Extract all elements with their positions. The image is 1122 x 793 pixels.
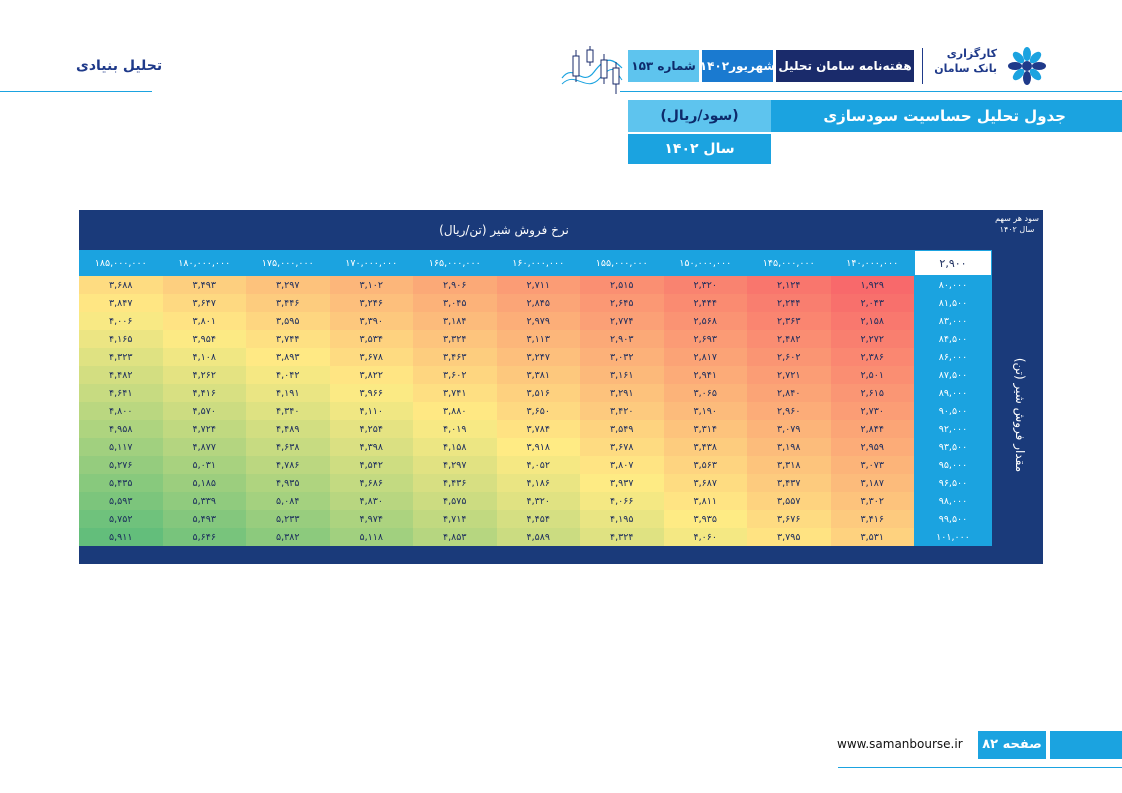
- table-cell: ۴,۲۹۷: [413, 456, 497, 474]
- table-cell: ۲,۹۶۰: [747, 402, 831, 420]
- column-header: ۱۸۵,۰۰۰,۰۰۰: [79, 250, 163, 276]
- row-header: ۸۷,۵۰۰: [914, 366, 992, 384]
- table-cell: ۳,۳۱۴: [664, 420, 748, 438]
- row-header: ۹۳,۵۰۰: [914, 438, 992, 456]
- table-cell: ۳,۶۴۷: [163, 294, 247, 312]
- table-cell: ۳,۱۰۲: [330, 276, 414, 294]
- table-cell: ۲,۶۴۵: [580, 294, 664, 312]
- table-cell: ۴,۴۸۲: [79, 366, 163, 384]
- row-header: ۹۶,۵۰۰: [914, 474, 992, 492]
- table-cell: ۳,۷۴۴: [246, 330, 330, 348]
- table-cell: ۴,۱۹۱: [246, 384, 330, 402]
- logo-divider: [922, 48, 923, 84]
- table-cell: ۳,۱۹۰: [664, 402, 748, 420]
- table-cell: ۲,۵۱۵: [580, 276, 664, 294]
- table-cell: ۴,۳۴۰: [246, 402, 330, 420]
- table-cell: ۲,۹۰۶: [413, 276, 497, 294]
- year-label: سال ۱۴۰۲: [628, 134, 771, 164]
- table-cell: ۳,۹۵۴: [163, 330, 247, 348]
- table-cell: ۲,۱۵۸: [831, 312, 915, 330]
- table-cell: ۳,۳۲۴: [413, 330, 497, 348]
- table-cell: ۴,۹۷۴: [330, 510, 414, 528]
- table-cell: ۲,۸۴۰: [747, 384, 831, 402]
- table-cell: ۲,۸۴۵: [497, 294, 581, 312]
- table-cell: ۴,۴۵۴: [497, 510, 581, 528]
- table-cell: ۳,۸۰۷: [580, 456, 664, 474]
- table-cell: ۴,۱۰۸: [163, 348, 247, 366]
- column-header: ۱۷۵,۰۰۰,۰۰۰: [246, 250, 330, 276]
- column-header: ۱۸۰,۰۰۰,۰۰۰: [163, 250, 247, 276]
- row-header: ۸۳,۰۰۰: [914, 312, 992, 330]
- section-title: تحلیل بنیادی: [76, 58, 163, 74]
- table-cell: ۵,۴۹۳: [163, 510, 247, 528]
- table-cell: ۲,۷۱۱: [497, 276, 581, 294]
- column-header: ۱۷۰,۰۰۰,۰۰۰: [330, 250, 414, 276]
- table-cell: ۲,۹۷۹: [497, 312, 581, 330]
- table-cell: ۴,۹۵۸: [79, 420, 163, 438]
- table-cell: ۴,۰۶۶: [580, 492, 664, 510]
- base-eps-cell: ۲,۹۰۰: [914, 250, 992, 276]
- table-cell: ۴,۰۴۲: [246, 366, 330, 384]
- table-cell: ۴,۲۵۴: [330, 420, 414, 438]
- table-cell: ۳,۶۵۰: [497, 402, 581, 420]
- table-cell: ۳,۹۱۸: [497, 438, 581, 456]
- table-cell: ۴,۳۹۸: [330, 438, 414, 456]
- eps-label-line2: سال ۱۴۰۲: [999, 225, 1035, 234]
- table-cell: ۴,۸۵۳: [413, 528, 497, 546]
- table-cell: ۳,۶۷۸: [580, 438, 664, 456]
- table-cell: ۴,۵۷۰: [163, 402, 247, 420]
- table-cell: ۳,۱۱۳: [497, 330, 581, 348]
- table-cell: ۴,۵۴۲: [330, 456, 414, 474]
- table-cell: ۳,۳۸۱: [497, 366, 581, 384]
- issue-badge: شماره ۱۵۳: [628, 50, 699, 82]
- table-cell: ۳,۸۹۳: [246, 348, 330, 366]
- row-header: ۹۹,۵۰۰: [914, 510, 992, 528]
- table-cell: ۵,۵۹۳: [79, 492, 163, 510]
- table-cell: ۳,۲۹۷: [246, 276, 330, 294]
- table-cell: ۳,۵۶۳: [664, 456, 748, 474]
- table-cell: ۴,۸۰۰: [79, 402, 163, 420]
- page-number: صفحه ۸۲: [978, 731, 1046, 759]
- table-cell: ۲,۰۴۳: [831, 294, 915, 312]
- table-cell: ۳,۶۷۸: [330, 348, 414, 366]
- table-cell: ۴,۷۸۶: [246, 456, 330, 474]
- table-cell: ۳,۹۶۶: [330, 384, 414, 402]
- table-cell: ۳,۸۴۷: [79, 294, 163, 312]
- table-cell: ۲,۳۲۰: [664, 276, 748, 294]
- table-cell: ۵,۹۱۱: [79, 528, 163, 546]
- table-cell: ۳,۰۷۳: [831, 456, 915, 474]
- table-cell: ۳,۷۹۵: [747, 528, 831, 546]
- table-cell: ۲,۴۴۴: [664, 294, 748, 312]
- column-header: ۱۵۵,۰۰۰,۰۰۰: [580, 250, 664, 276]
- table-cell: ۳,۴۱۶: [831, 510, 915, 528]
- table-cell: ۳,۱۶۱: [580, 366, 664, 384]
- table-cell: ۳,۵۹۵: [246, 312, 330, 330]
- table-cell: ۳,۵۵۷: [747, 492, 831, 510]
- table-cell: ۳,۷۴۱: [413, 384, 497, 402]
- table-cell: ۳,۹۳۵: [664, 510, 748, 528]
- row-header: ۸۱,۵۰۰: [914, 294, 992, 312]
- column-header: ۱۶۰,۰۰۰,۰۰۰: [497, 250, 581, 276]
- column-header: ۱۴۰,۰۰۰,۰۰۰: [831, 250, 915, 276]
- table-cell: ۵,۳۳۹: [163, 492, 247, 510]
- table-cell: ۴,۴۱۶: [163, 384, 247, 402]
- table-cell: ۱,۹۲۹: [831, 276, 915, 294]
- saman-logo-icon: [1000, 44, 1054, 88]
- table-cell: ۴,۸۷۷: [163, 438, 247, 456]
- table-cell: ۲,۹۵۹: [831, 438, 915, 456]
- table-cell: ۳,۷۸۴: [497, 420, 581, 438]
- table-cell: ۳,۱۸۷: [831, 474, 915, 492]
- row-axis-label: مقدار فروش شیر (تن): [1013, 357, 1027, 473]
- table-cell: ۳,۶۸۸: [79, 276, 163, 294]
- table-cell: ۲,۳۶۳: [747, 312, 831, 330]
- table-cell: ۴,۶۴۱: [79, 384, 163, 402]
- column-header: ۱۵۰,۰۰۰,۰۰۰: [664, 250, 748, 276]
- website-link[interactable]: www.samanbourse.ir: [837, 737, 963, 751]
- unit-label: (سود/ریال): [628, 100, 771, 132]
- month-badge: شهریور۱۴۰۲: [702, 50, 773, 82]
- table-cell: ۲,۶۰۲: [747, 348, 831, 366]
- table-cell: ۳,۴۴۶: [246, 294, 330, 312]
- row-header: ۹۵,۰۰۰: [914, 456, 992, 474]
- table-cell: ۲,۶۱۵: [831, 384, 915, 402]
- table-cell: ۴,۵۸۹: [497, 528, 581, 546]
- table-cell: ۲,۹۰۳: [580, 330, 664, 348]
- eps-label-line1: سود هر سهم: [995, 214, 1039, 223]
- table-cell: ۴,۰۱۹: [413, 420, 497, 438]
- table-cell: ۲,۹۴۱: [664, 366, 748, 384]
- table-cell: ۵,۳۸۲: [246, 528, 330, 546]
- table-cell: ۴,۴۳۶: [413, 474, 497, 492]
- table-cell: ۳,۲۴۶: [330, 294, 414, 312]
- newsletter-badge: هفته‌نامه سامان تحلیل: [776, 50, 914, 82]
- table-cell: ۳,۶۰۲: [413, 366, 497, 384]
- table-cell: ۲,۵۰۱: [831, 366, 915, 384]
- row-header: ۸۹,۰۰۰: [914, 384, 992, 402]
- table-cell: ۲,۲۷۲: [831, 330, 915, 348]
- table-cell: ۴,۱۹۵: [580, 510, 664, 528]
- table-cell: ۲,۸۱۷: [664, 348, 748, 366]
- table-cell: ۳,۲۴۷: [497, 348, 581, 366]
- table-cell: ۴,۱۵۸: [413, 438, 497, 456]
- table-cell: ۵,۰۳۱: [163, 456, 247, 474]
- table-cell: ۳,۰۳۲: [580, 348, 664, 366]
- table-cell: ۳,۱۸۴: [413, 312, 497, 330]
- table-cell: ۲,۴۸۲: [747, 330, 831, 348]
- table-cell: ۳,۱۹۸: [747, 438, 831, 456]
- table-cell: ۴,۱۸۶: [497, 474, 581, 492]
- table-cell: ۳,۵۱۶: [497, 384, 581, 402]
- table-cell: ۳,۶۷۶: [747, 510, 831, 528]
- table-cell: ۳,۸۲۲: [330, 366, 414, 384]
- table-cell: ۲,۱۲۴: [747, 276, 831, 294]
- table-cell: ۵,۰۸۴: [246, 492, 330, 510]
- row-header: ۹۲,۰۰۰: [914, 420, 992, 438]
- row-header: ۸۴,۵۰۰: [914, 330, 992, 348]
- row-header: ۹۰,۵۰۰: [914, 402, 992, 420]
- table-cell: ۵,۶۴۶: [163, 528, 247, 546]
- table-cell: ۴,۳۲۳: [79, 348, 163, 366]
- table-cell: ۳,۳۹۰: [330, 312, 414, 330]
- table-cell: ۲,۷۳۰: [831, 402, 915, 420]
- table-cell: ۴,۱۱۰: [330, 402, 414, 420]
- table-cell: ۳,۵۴۹: [580, 420, 664, 438]
- header-divider-right: [620, 91, 1122, 92]
- table-cell: ۲,۸۴۴: [831, 420, 915, 438]
- table-cell: ۳,۸۰۱: [163, 312, 247, 330]
- row-header: ۱۰۱,۰۰۰: [914, 528, 992, 546]
- table-cell: ۳,۴۳۸: [664, 438, 748, 456]
- column-header: ۱۴۵,۰۰۰,۰۰۰: [747, 250, 831, 276]
- table-cell: ۴,۸۳۰: [330, 492, 414, 510]
- table-cell: ۵,۴۳۵: [79, 474, 163, 492]
- table-cell: ۳,۰۴۵: [413, 294, 497, 312]
- table-cell: ۲,۳۸۶: [831, 348, 915, 366]
- table-cell: ۵,۱۸۵: [163, 474, 247, 492]
- table-cell: ۵,۷۵۲: [79, 510, 163, 528]
- table-cell: ۴,۰۶۰: [664, 528, 748, 546]
- table-cell: ۳,۲۹۱: [580, 384, 664, 402]
- table-cell: ۳,۳۰۲: [831, 492, 915, 510]
- table-cell: ۲,۶۹۳: [664, 330, 748, 348]
- table-cell: ۳,۳۱۸: [747, 456, 831, 474]
- row-axis-label-wrap: [1002, 270, 1038, 560]
- table-cell: ۳,۸۱۱: [664, 492, 748, 510]
- table-cell: ۴,۳۲۴: [580, 528, 664, 546]
- table-cell: ۲,۲۴۴: [747, 294, 831, 312]
- footer-divider: [838, 767, 1122, 768]
- table-cell: ۳,۴۶۳: [413, 348, 497, 366]
- header-divider-left: [0, 91, 152, 92]
- table-cell: ۴,۰۵۲: [497, 456, 581, 474]
- table-cell: ۳,۴۲۰: [580, 402, 664, 420]
- table-cell: ۴,۹۳۵: [246, 474, 330, 492]
- table-cell: ۳,۵۳۴: [330, 330, 414, 348]
- table-cell: ۳,۰۷۹: [747, 420, 831, 438]
- table-cell: ۴,۷۱۴: [413, 510, 497, 528]
- table-cell: ۴,۲۶۲: [163, 366, 247, 384]
- table-cell: ۳,۶۸۷: [664, 474, 748, 492]
- table-cell: ۴,۳۲۰: [497, 492, 581, 510]
- table-cell: ۴,۶۸۶: [330, 474, 414, 492]
- table-cell: ۴,۴۸۹: [246, 420, 330, 438]
- logo-text-line1: کارگزاری: [946, 47, 997, 60]
- row-header: ۹۸,۰۰۰: [914, 492, 992, 510]
- table-cell: ۳,۸۸۰: [413, 402, 497, 420]
- table-cell: ۵,۲۷۶: [79, 456, 163, 474]
- table-cell: ۲,۷۷۴: [580, 312, 664, 330]
- table-cell: ۳,۹۳۷: [580, 474, 664, 492]
- table-cell: ۴,۷۲۴: [163, 420, 247, 438]
- sensitivity-grid: [79, 250, 992, 564]
- table-cell: ۲,۷۲۱: [747, 366, 831, 384]
- column-axis-label: نرخ فروش شیر (تن/ریال): [439, 223, 569, 237]
- table-cell: ۲,۵۶۸: [664, 312, 748, 330]
- footer-bar: [1050, 731, 1122, 759]
- logo-text: [925, 46, 997, 76]
- page-title: جدول تحلیل حساسیت سودسازی: [823, 107, 1066, 125]
- table-cell: ۴,۵۷۵: [413, 492, 497, 510]
- table-cell: ۳,۴۳۷: [747, 474, 831, 492]
- table-cell: ۵,۲۳۳: [246, 510, 330, 528]
- row-header: ۸۶,۰۰۰: [914, 348, 992, 366]
- candlestick-icon: [560, 44, 624, 96]
- table-cell: ۳,۰۶۵: [664, 384, 748, 402]
- row-header: ۸۰,۰۰۰: [914, 276, 992, 294]
- table-cell: ۳,۵۳۱: [831, 528, 915, 546]
- eps-label: [993, 213, 1041, 235]
- column-header: ۱۶۵,۰۰۰,۰۰۰: [413, 250, 497, 276]
- table-cell: ۴,۰۰۶: [79, 312, 163, 330]
- logo-text-line2: بانک سامان: [934, 62, 997, 75]
- table-cell: ۳,۴۹۳: [163, 276, 247, 294]
- table-cell: ۵,۱۱۸: [330, 528, 414, 546]
- table-cell: ۴,۶۳۸: [246, 438, 330, 456]
- table-cell: ۵,۱۱۷: [79, 438, 163, 456]
- table-cell: ۴,۱۶۵: [79, 330, 163, 348]
